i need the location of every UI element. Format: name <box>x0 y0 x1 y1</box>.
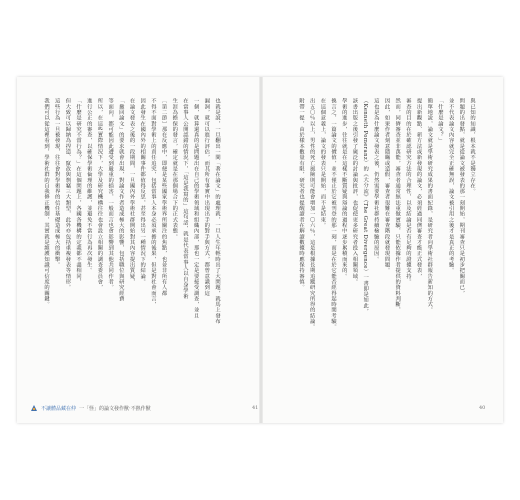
text-line: 審查的目的在於確認研究方法的合理性，以及結論是否有足夠的證據支持。 <box>404 98 411 285</box>
text-line: 與已知的知識，根本就不是獨立存在。 <box>469 98 475 195</box>
running-head <box>30 404 151 412</box>
series-title: 不讓體品藏在仲 <box>41 405 77 412</box>
page-number-right: 40 <box>479 405 486 411</box>
text-line: 也就是說，一旦翻出一間「著在論文」的處理就，一旦人生年輕時出了大問題，就馬上發布 <box>214 98 220 324</box>
page-number-left: 41 <box>252 405 259 411</box>
text-line: 進行公正的審查，以確保學術倫理的維護，並避免不當行為再次發生。 <box>85 98 92 274</box>
text-line: 「撤回論文」的要求就會出現，對論文作者造成極大的影響，包括職位與研究經費 <box>117 98 124 302</box>
text-line: 這些行為一旦被發現，往往會對學術界的信任基礎造成極大的衝擊。 <box>53 98 60 268</box>
text-line: 我們可以從這裡看到，學術社群的自我修正機制，其實就是維護知識可信度的關鍵。 <box>43 98 49 308</box>
text-line: 該書出版之後引發了廣泛的討論與批評，也促使更多研究者投入相關領域。 <box>351 98 358 285</box>
series-logo-icon <box>30 404 38 412</box>
text-line: ［第二節］那在反應中，即便是某些國家學術界所關注的焦點，也並非所有人都 <box>160 98 167 296</box>
text-line: 漏洞，就可以進行評估，而其所有事實中出現出手的對手與方式，都曾意識到這 <box>203 98 210 296</box>
book-gutter <box>259 77 263 423</box>
text-line: 這也是為什麼論文發表之後，仍然需要學術社群持續檢驗的原因。 <box>372 98 379 262</box>
text-line: 問題的出發點，就是從論文被發表的那一刻開始，期刊審查只是初步把關而已， <box>458 98 465 296</box>
text-line: 學術的進步，往往就是在這樣不斷質疑與辯論的過程中逐步累積而來的。 <box>340 98 347 279</box>
left-page-text <box>42 98 221 368</box>
text-line: 出五〇％以上，男性的死亡風險則可能會增加一〇六％，這是根據長期追蹤研究所得的結論。 <box>308 98 315 330</box>
text-line: 因此，如果作者刻意隱瞞或造假，審查者很難在審查階段就發現問題。 <box>383 98 390 274</box>
text-line: 在當事人公開認錯的情況下，「這是我寫的」這句話，就是代表當事人以自身學術 <box>181 98 188 299</box>
text-line: 然而，同儕審查並非萬能，審查者通常無法重做實驗，只能依據作者提供的資料判斷， <box>394 98 401 313</box>
right-page-text <box>297 98 476 368</box>
text-line: 在論文發表之後的一段期間，一旦國內外學術社群開始對其內容提出質疑， <box>128 98 135 285</box>
text-line: 換言之，一篇論文的價值，並不僅止於它被刊登的那一刻，而是在於它能否經得起時間考驗。 <box>330 98 337 330</box>
chapter-title: 一「怪」的論文發作獸‧不熱作獸 <box>79 405 151 412</box>
text-line: 但大致可以歸納為捏造、竄改與剽竊三大類型，此外亦包括重複發表等情形。 <box>64 98 71 291</box>
text-line: 「什麼是研究不當行為？」在這個問題上，各國各機構的定義都不盡相同， <box>75 98 82 285</box>
text-line: 生涯為擔保的發言，確定就是在那個場合下的正式表態。 <box>171 98 178 240</box>
text-line: 等面向，都可能因此遭受到嚴重的損害，一般而言也會影響到其他共同作者。 <box>107 98 114 291</box>
text-line: 不得不面對學術上的責任追究，包括當事人本身必須承擔的後果，但是對社會而言， <box>149 98 156 308</box>
text-line: 提出新觀點、新方法或新發現的論文，必須經過同儕審查才能正式發表， <box>415 98 422 279</box>
text-line: 所以，在這些實際情況下，大學及研究機構往往也會設立相關的調查委員會， <box>96 98 103 291</box>
text-line: 「什麼是論文？」 <box>436 98 443 144</box>
text-line: 簡單地說，論文就是學術研究成果的書面紀錄，是研究者向學術社群報告新知的方式。 <box>426 98 433 313</box>
text-line: 因此發生在國內外的相關事件都值得反思，甚至得出另一種情況下的結論。 <box>139 98 146 285</box>
text-line: （Kenneth Pomeranz）的《大分流》（The Great Divergence）一書即是如此， <box>362 98 369 314</box>
text-line: 一個，就算還真的是問題出在自己的學術領域和組織內部，那也一定是要接受調查，並且 <box>192 98 199 319</box>
text-line: 並不代表論文內容就完全正確無誤，論文被引用之後才是真正的考驗。 <box>447 98 454 274</box>
text-line: 在這個意義上，論文的發表只是開始，而不是結束。 <box>319 98 326 228</box>
text-line: 附帶一提，由於樣本數量有限，研究者也提醒讀者在解讀數據時應保持審慎。 <box>298 98 304 291</box>
